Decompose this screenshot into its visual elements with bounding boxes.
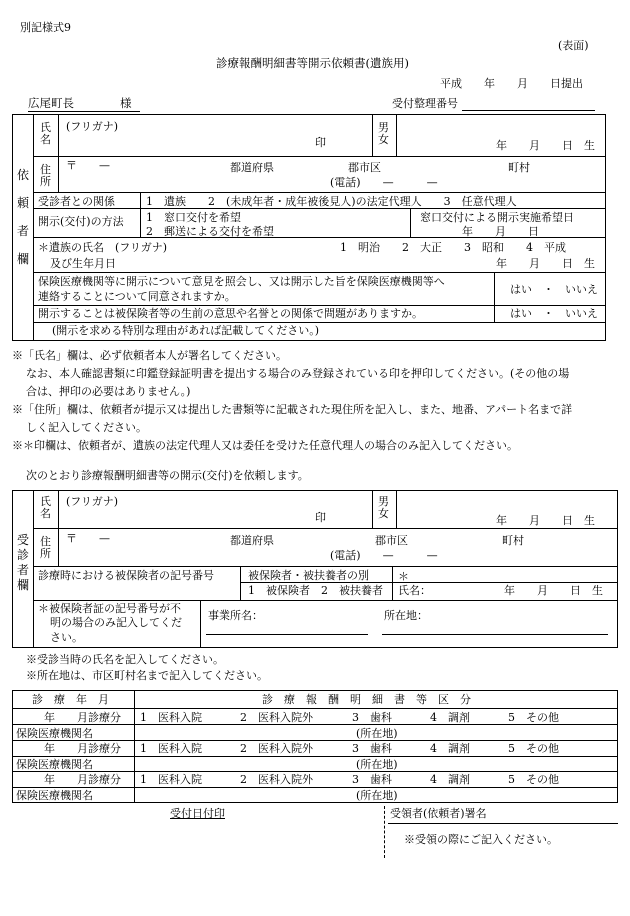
consent-question-cont: 連絡することについて同意されますか。 — [38, 290, 236, 303]
delivery-method-window[interactable]: 1 窓口交付を希望 — [146, 211, 241, 224]
insured-type-options[interactable]: 1 被保険者 2 被扶養者 — [248, 584, 383, 597]
option-medical-inpatient[interactable]: 1 医科入院 — [140, 742, 202, 755]
patient-furigana-label: (フリガナ) — [66, 495, 119, 508]
patient-postal-code[interactable]: 〒 — — [66, 532, 110, 545]
requester-town[interactable]: 町村 — [508, 161, 530, 174]
addressee-honorific: 様 — [120, 96, 132, 110]
requester-postal-code[interactable]: 〒 — — [66, 159, 110, 172]
requester-birthdate-field[interactable]: 年 月 日 生 — [496, 139, 595, 152]
requester-prefecture[interactable]: 都道府県 — [230, 161, 274, 174]
institution-location-field[interactable]: (所在地) — [356, 727, 398, 740]
form-number: 別記様式9 — [20, 21, 71, 34]
requester-name-field[interactable] — [60, 116, 370, 154]
note-star: ※＊印欄は、依頼者が、遺族の法定代理人又は委任を受けた任意代理人の場合のみ記入してください。 — [12, 439, 518, 452]
side-label: (表面) — [558, 39, 589, 52]
requester-seal-mark: 印 — [315, 136, 326, 149]
institution-location-field[interactable]: (所在地) — [356, 758, 398, 771]
relationship-options[interactable]: 1 遺族 2 (未成年者・成年被後見人)の法定代理人 3 任意代理人 — [146, 195, 517, 208]
requester-city[interactable]: 郡市区 — [348, 161, 381, 174]
request-intro: 次のとおり診療報酬明細書等の開示(交付)を依頼します。 — [26, 469, 309, 482]
option-dental[interactable]: 3 歯科 — [352, 773, 392, 786]
option-medical-outpatient[interactable]: 2 医科入院外 — [240, 711, 313, 724]
note-address: ※「住所」欄は、依頼者が提示又は提出した書類等に記載された現住所を記入し、また、地番、アパート名まで詳 — [12, 403, 573, 416]
relationship-label: 受診者との関係 — [38, 195, 115, 208]
requester-side-label: 依 頼 者 欄 — [16, 168, 29, 266]
receipt-number-field[interactable] — [462, 110, 595, 111]
insured-number-label: 診療時における被保険者の記号番号 — [38, 569, 214, 582]
consent-yes-no[interactable]: はい ・ いいえ — [510, 283, 598, 296]
bereaved-birth-label: 及び生年月日 — [50, 257, 116, 270]
unknown-number-note-3: さい。 — [50, 631, 83, 644]
table-row-month[interactable]: 年 月診療分 — [44, 742, 121, 755]
institution-name-label: 保険医療機関名 — [16, 789, 93, 802]
office-location-field[interactable] — [382, 634, 608, 635]
honor-question: 開示することは被保険者等の生前の意思や名誉との関係で問題がありますか。 — [38, 307, 423, 320]
note-name: ※「氏名」欄は、必ず依頼者本人が署名してください。 — [12, 349, 287, 362]
option-medical-outpatient[interactable]: 2 医科入院外 — [240, 773, 313, 786]
patient-birthdate-field[interactable]: 年 月 日 生 — [496, 514, 595, 527]
special-reason-field[interactable]: (開示を求める特別な理由があれば記載してください。) — [52, 324, 320, 337]
patient-prefecture[interactable]: 都道府県 — [230, 534, 274, 547]
office-name-field[interactable] — [206, 634, 368, 635]
office-location-label: 所在地： — [384, 609, 428, 622]
patient-address-label: 住 所 — [40, 535, 51, 560]
bereaved-era-options[interactable]: 1 明治 2 大正 3 昭和 4 平成 — [340, 241, 566, 254]
window-date-label: 窓口交付による開示実施希望日 — [420, 211, 574, 224]
option-other[interactable]: 5 その他 — [508, 773, 559, 786]
patient-city[interactable]: 郡市区 — [375, 534, 408, 547]
submission-date: 平成 年 月 日提出 — [440, 77, 583, 90]
requester-phone[interactable]: (電話) — — — [330, 176, 438, 189]
patient-seal-mark: 印 — [315, 511, 326, 524]
signature-label: 受領者(依頼者)署名 — [390, 807, 487, 820]
consent-question: 保険医療機関等に開示について意見を照会し、又は開示した旨を保険医療機関等へ — [38, 275, 445, 288]
option-medical-inpatient[interactable]: 1 医科入院 — [140, 773, 202, 786]
patient-name-label: 氏 名 — [40, 495, 51, 520]
option-medical-inpatient[interactable]: 1 医科入院 — [140, 711, 202, 724]
patient-side-label: 受 診 者 欄 — [16, 533, 29, 592]
delivery-method-label: 開示(交付)の方法 — [38, 215, 124, 228]
reception-stamp-label: 受付日付印 — [170, 807, 225, 820]
option-pharmacy[interactable]: 4 調剤 — [430, 773, 470, 786]
unknown-number-note-2: 明の場合のみ記入してくだ — [50, 616, 182, 629]
option-pharmacy[interactable]: 4 調剤 — [430, 742, 470, 755]
bereaved-birth-field[interactable]: 年 月 日 生 — [496, 257, 595, 270]
table-row-month[interactable]: 年 月診療分 — [44, 773, 121, 786]
insured-type-label: 被保険者・被扶養者の別 — [248, 569, 369, 582]
insured-number-field[interactable] — [35, 582, 238, 599]
window-date-field[interactable]: 年 月 日 — [462, 225, 539, 238]
patient-name-field[interactable] — [60, 492, 370, 526]
insured-name-field[interactable]: 氏名： — [398, 584, 431, 597]
addressee-underline — [28, 111, 140, 112]
table-header-month: 診 療 年 月 — [32, 693, 109, 706]
institution-name-label: 保険医療機関名 — [16, 758, 93, 771]
note-address-cont: しく記入してください。 — [26, 421, 147, 434]
institution-location-field[interactable]: (所在地) — [356, 789, 398, 802]
insured-birthdate-field[interactable]: 年 月 日 生 — [504, 584, 603, 597]
requester-name-label: 氏 名 — [40, 121, 51, 146]
note-seal-cont: 合は、押印の必要はありません。) — [26, 385, 191, 398]
option-medical-outpatient[interactable]: 2 医科入院外 — [240, 742, 313, 755]
requester-furigana-label: (フリガナ) — [66, 120, 119, 133]
requester-address-label: 住 所 — [40, 163, 51, 188]
note-seal: なお、本人確認書類に印鑑登録証明書を提出する場合のみ登録されている印を押印してください。(その他の場 — [26, 367, 570, 380]
footer-divider — [384, 806, 385, 858]
addressee: 広尾町長 — [28, 96, 74, 110]
note-location: ※所在地は、市区町村名まで記入してください。 — [26, 669, 268, 682]
requester-side-divider — [33, 114, 34, 341]
option-dental[interactable]: 3 歯科 — [352, 742, 392, 755]
option-dental[interactable]: 3 歯科 — [352, 711, 392, 724]
patient-phone[interactable]: (電話) — — — [330, 549, 438, 562]
receipt-number-label: 受付整理番号 — [392, 97, 458, 110]
insured-type-star: ＊ — [398, 570, 409, 583]
option-pharmacy[interactable]: 4 調剤 — [430, 711, 470, 724]
bereaved-name-label: ＊遺族の氏名 (フリガナ) — [38, 241, 168, 254]
signature-note: ※受領の際にご記入ください。 — [404, 833, 558, 846]
patient-town[interactable]: 町村 — [502, 534, 524, 547]
option-other[interactable]: 5 その他 — [508, 742, 559, 755]
honor-yes-no[interactable]: はい ・ いいえ — [510, 307, 598, 320]
unknown-number-note: ＊被保険者証の記号番号が不 — [38, 602, 181, 615]
patient-sex-field[interactable]: 男 女 — [378, 495, 389, 520]
delivery-method-mail[interactable]: 2 郵送による交付を希望 — [146, 225, 274, 238]
table-row-month[interactable]: 年 月診療分 — [44, 711, 121, 724]
requester-sex-field[interactable]: 男 女 — [378, 121, 389, 146]
form-title: 診療報酬明細書等開示依頼書(遺族用) — [216, 56, 409, 70]
office-name-label: 事業所名： — [208, 609, 263, 622]
note-past-name: ※受診当時の氏名を記入してください。 — [26, 653, 224, 666]
table-header-category: 診 療 報 酬 明 細 書 等 区 分 — [262, 693, 471, 706]
signature-field[interactable] — [388, 823, 618, 824]
option-other[interactable]: 5 その他 — [508, 711, 559, 724]
institution-name-label: 保険医療機関名 — [16, 727, 93, 740]
